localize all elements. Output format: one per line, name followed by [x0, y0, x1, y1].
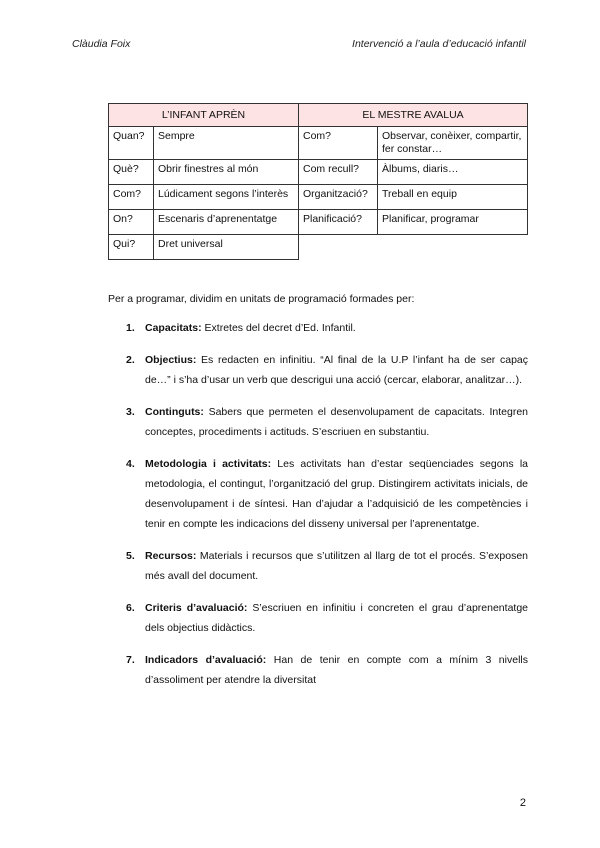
table-cell: Observar, conèixer, compartir, fer constar…: [378, 127, 528, 160]
item-number: 1.: [126, 322, 135, 334]
item-term: Metodologia i activitats:: [145, 458, 272, 470]
table-cell: Planificació?: [299, 210, 378, 235]
item-term: Indicadors d’avaluació:: [145, 654, 267, 666]
table-row: [109, 127, 528, 160]
list-item: [108, 454, 528, 534]
table-cell: Obrir finestres al món: [154, 160, 299, 185]
item-text: Es redacten en infinitiu. “Al final de la U.P l’infant ha de ser capaç de…” i s’ha d’usar un verb que descrigui una acció (cercar, elaborar, analitzar…).: [145, 354, 528, 386]
list-item: [108, 350, 528, 390]
item-term: Objectius:: [145, 354, 197, 366]
item-number: 4.: [126, 458, 135, 470]
table-cell: On?: [109, 210, 154, 235]
table-cell: Dret universal: [154, 235, 299, 260]
table-row: [109, 235, 528, 260]
programming-units-list: [108, 318, 528, 702]
item-number: 5.: [126, 550, 135, 562]
header-author: Clàudia Foix: [72, 38, 131, 50]
table-cell: Àlbums, diaris…: [378, 160, 528, 185]
table-cell: Quan?: [109, 127, 154, 160]
table-cell: Com?: [109, 185, 154, 210]
item-text: S’escriuen en infinitiu i concreten el grau d’aprenentatge dels objectius didàctics.: [145, 602, 529, 634]
intro-paragraph: Per a programar, dividim en unitats de programació formades per:: [108, 293, 415, 305]
item-number: 3.: [126, 406, 135, 418]
item-text: Materials i recursos que s’utilitzen al llarg de tot el procés. S’exposen més avall del document.: [145, 550, 528, 582]
table-cell: Treball en equip: [378, 185, 528, 210]
list-item: [108, 546, 528, 586]
list-item: [108, 402, 528, 442]
item-term: Capacitats:: [145, 322, 202, 334]
table-row: [109, 210, 528, 235]
header-teacher-evaluates: EL MESTRE AVALUA: [299, 104, 528, 127]
item-number: 7.: [126, 654, 135, 666]
item-number: 6.: [126, 602, 135, 614]
table-empty-cell: [299, 235, 528, 260]
list-item: [108, 650, 528, 690]
list-item: [108, 318, 528, 338]
table-cell: Organització?: [299, 185, 378, 210]
table-cell: Com recull?: [299, 160, 378, 185]
table-cell: Qui?: [109, 235, 154, 260]
header-child-learns: L’INFANT APRÈN: [109, 104, 299, 127]
table-cell: Planificar, programar: [378, 210, 528, 235]
item-term: Recursos:: [145, 550, 197, 562]
item-text: Les activitats han d’estar seqüenciades segons la metodologia, el contingut, l’organització del grup. Distingirem activitats inicials, de desenvolupament i de síntesi. Han d’ajudar a l’adquisició de les competències i tenir en compte les indicacions del disseny universal per l’aprenentatge.: [145, 458, 528, 530]
learning-evaluation-table: [108, 103, 528, 260]
item-term: Criteris d’avaluació:: [145, 602, 248, 614]
item-number: 2.: [126, 354, 135, 366]
item-text: Han de tenir en compte com a mínim 3 nivells d’assoliment per atendre la diversitat: [145, 654, 528, 686]
header-title: Intervenció a l’aula d’educació infantil: [352, 38, 526, 50]
table-header-row: [109, 104, 528, 127]
page-number: 2: [519, 797, 526, 809]
table-cell: Escenaris d’aprenentatge: [154, 210, 299, 235]
item-text: Extretes del decret d’Ed. Infantil.: [201, 322, 356, 334]
table-cell: Sempre: [154, 127, 299, 160]
list-item: [108, 598, 528, 638]
table-row: [109, 160, 528, 185]
item-text: Sabers que permeten el desenvolupament de capacitats. Integren conceptes, procediments i actituds. S’escriuen en substantiu.: [145, 406, 528, 438]
table-row: [109, 185, 528, 210]
table-cell: Lúdicament segons l’interès: [154, 185, 299, 210]
table-cell: Com?: [299, 127, 378, 160]
item-term: Continguts:: [145, 406, 204, 418]
table-cell: Què?: [109, 160, 154, 185]
